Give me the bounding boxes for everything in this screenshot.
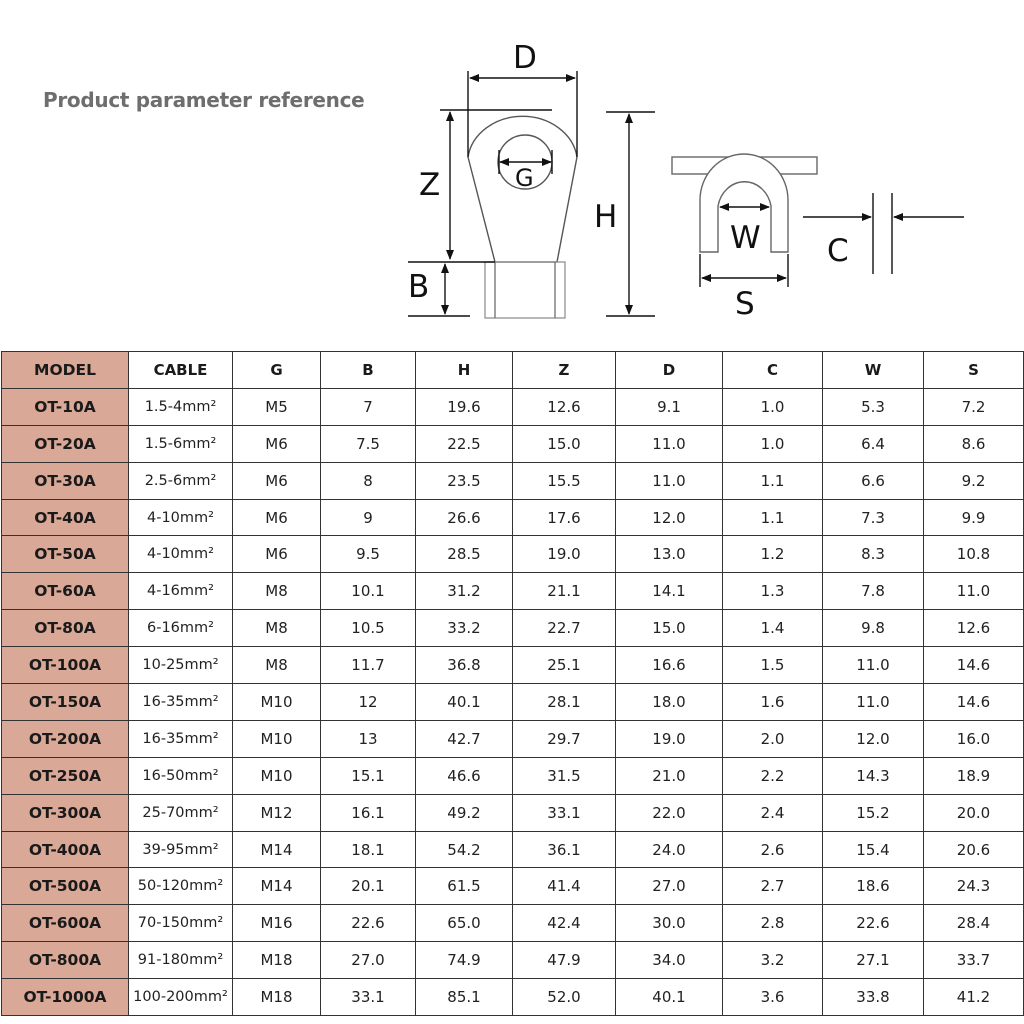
cell-z: 47.9 bbox=[513, 942, 616, 979]
cell-z: 17.6 bbox=[513, 499, 616, 536]
cell-z: 22.7 bbox=[513, 610, 616, 647]
cell-s: 11.0 bbox=[924, 573, 1024, 610]
cell-b: 18.1 bbox=[321, 831, 416, 868]
cell-c: 1.5 bbox=[723, 647, 823, 684]
cell-b: 20.1 bbox=[321, 868, 416, 905]
cell-h: 26.6 bbox=[416, 499, 513, 536]
cell-g: M10 bbox=[233, 684, 321, 721]
cell-model: OT-10A bbox=[2, 388, 129, 425]
dimension-drawing bbox=[0, 0, 1024, 340]
cell-model: OT-600A bbox=[2, 905, 129, 942]
cell-s: 9.2 bbox=[924, 462, 1024, 499]
cell-c: 1.3 bbox=[723, 573, 823, 610]
cell-model: OT-200A bbox=[2, 720, 129, 757]
cell-model: OT-250A bbox=[2, 757, 129, 794]
cell-g: M14 bbox=[233, 831, 321, 868]
cell-d: 27.0 bbox=[616, 868, 723, 905]
header-g: G bbox=[233, 352, 321, 389]
cell-w: 7.8 bbox=[823, 573, 924, 610]
cell-model: OT-800A bbox=[2, 942, 129, 979]
cell-d: 16.6 bbox=[616, 647, 723, 684]
cell-h: 46.6 bbox=[416, 757, 513, 794]
cell-g: M6 bbox=[233, 499, 321, 536]
cell-z: 36.1 bbox=[513, 831, 616, 868]
cell-h: 74.9 bbox=[416, 942, 513, 979]
cell-z: 29.7 bbox=[513, 720, 616, 757]
cell-c: 1.0 bbox=[723, 425, 823, 462]
cell-model: OT-40A bbox=[2, 499, 129, 536]
cell-model: OT-60A bbox=[2, 573, 129, 610]
cell-d: 14.1 bbox=[616, 573, 723, 610]
header-model: MODEL bbox=[2, 352, 129, 389]
terminal-front-view bbox=[468, 116, 577, 318]
cell-c: 2.6 bbox=[723, 831, 823, 868]
cell-model: OT-400A bbox=[2, 831, 129, 868]
cell-cable: 4-10mm² bbox=[129, 536, 233, 573]
cell-z: 25.1 bbox=[513, 647, 616, 684]
cell-z: 21.1 bbox=[513, 573, 616, 610]
header-c: C bbox=[723, 352, 823, 389]
cell-g: M6 bbox=[233, 425, 321, 462]
cell-s: 7.2 bbox=[924, 388, 1024, 425]
table-row bbox=[2, 647, 1024, 684]
dimension-label-z: Z bbox=[419, 167, 441, 203]
cell-b: 10.5 bbox=[321, 610, 416, 647]
dimension-label-g: G bbox=[515, 164, 534, 192]
table-row bbox=[2, 868, 1024, 905]
cell-b: 9.5 bbox=[321, 536, 416, 573]
cell-g: M18 bbox=[233, 979, 321, 1016]
cell-g: M10 bbox=[233, 757, 321, 794]
cell-model: OT-500A bbox=[2, 868, 129, 905]
cell-d: 15.0 bbox=[616, 610, 723, 647]
cell-c: 1.1 bbox=[723, 462, 823, 499]
cell-w: 15.4 bbox=[823, 831, 924, 868]
cell-d: 30.0 bbox=[616, 905, 723, 942]
cell-g: M14 bbox=[233, 868, 321, 905]
cell-d: 22.0 bbox=[616, 794, 723, 831]
table-row bbox=[2, 942, 1024, 979]
cell-c: 2.4 bbox=[723, 794, 823, 831]
cell-cable: 1.5-6mm² bbox=[129, 425, 233, 462]
table-row bbox=[2, 757, 1024, 794]
cell-w: 15.2 bbox=[823, 794, 924, 831]
cell-h: 19.6 bbox=[416, 388, 513, 425]
cell-c: 1.1 bbox=[723, 499, 823, 536]
dimension-label-c: C bbox=[827, 233, 849, 269]
header-d: D bbox=[616, 352, 723, 389]
cell-d: 21.0 bbox=[616, 757, 723, 794]
header-cable: CABLE bbox=[129, 352, 233, 389]
header-h: H bbox=[416, 352, 513, 389]
table-row bbox=[2, 979, 1024, 1016]
cell-w: 8.3 bbox=[823, 536, 924, 573]
cell-s: 16.0 bbox=[924, 720, 1024, 757]
table-row bbox=[2, 499, 1024, 536]
cell-z: 33.1 bbox=[513, 794, 616, 831]
cell-g: M6 bbox=[233, 536, 321, 573]
cell-s: 20.6 bbox=[924, 831, 1024, 868]
cell-d: 11.0 bbox=[616, 462, 723, 499]
cell-cable: 16-35mm² bbox=[129, 684, 233, 721]
cell-w: 5.3 bbox=[823, 388, 924, 425]
cell-g: M16 bbox=[233, 905, 321, 942]
cell-g: M8 bbox=[233, 573, 321, 610]
cell-s: 8.6 bbox=[924, 425, 1024, 462]
cell-model: OT-50A bbox=[2, 536, 129, 573]
cell-cable: 39-95mm² bbox=[129, 831, 233, 868]
cell-h: 31.2 bbox=[416, 573, 513, 610]
cell-model: OT-1000A bbox=[2, 979, 129, 1016]
cell-model: OT-150A bbox=[2, 684, 129, 721]
cell-w: 12.0 bbox=[823, 720, 924, 757]
cell-model: OT-20A bbox=[2, 425, 129, 462]
cell-model: OT-300A bbox=[2, 794, 129, 831]
cell-h: 42.7 bbox=[416, 720, 513, 757]
cell-model: OT-30A bbox=[2, 462, 129, 499]
header-s: S bbox=[924, 352, 1024, 389]
cell-cable: 16-35mm² bbox=[129, 720, 233, 757]
cell-d: 24.0 bbox=[616, 831, 723, 868]
table-row bbox=[2, 462, 1024, 499]
cell-model: OT-100A bbox=[2, 647, 129, 684]
cell-h: 36.8 bbox=[416, 647, 513, 684]
cell-d: 9.1 bbox=[616, 388, 723, 425]
cell-w: 18.6 bbox=[823, 868, 924, 905]
table-row bbox=[2, 831, 1024, 868]
cell-cable: 25-70mm² bbox=[129, 794, 233, 831]
cell-s: 18.9 bbox=[924, 757, 1024, 794]
header-b: B bbox=[321, 352, 416, 389]
cell-d: 13.0 bbox=[616, 536, 723, 573]
table-row bbox=[2, 425, 1024, 462]
cell-c: 2.2 bbox=[723, 757, 823, 794]
table-body bbox=[2, 388, 1024, 1015]
cell-cable: 4-10mm² bbox=[129, 499, 233, 536]
cell-w: 14.3 bbox=[823, 757, 924, 794]
cell-cable: 100-200mm² bbox=[129, 979, 233, 1016]
table-row bbox=[2, 720, 1024, 757]
cell-h: 49.2 bbox=[416, 794, 513, 831]
cell-b: 22.6 bbox=[321, 905, 416, 942]
cell-h: 65.0 bbox=[416, 905, 513, 942]
cell-b: 11.7 bbox=[321, 647, 416, 684]
cell-h: 61.5 bbox=[416, 868, 513, 905]
table-row bbox=[2, 573, 1024, 610]
cell-s: 28.4 bbox=[924, 905, 1024, 942]
cell-c: 2.7 bbox=[723, 868, 823, 905]
cell-g: M10 bbox=[233, 720, 321, 757]
cell-z: 19.0 bbox=[513, 536, 616, 573]
table-row bbox=[2, 536, 1024, 573]
cell-w: 22.6 bbox=[823, 905, 924, 942]
cell-w: 6.6 bbox=[823, 462, 924, 499]
dimension-label-d: D bbox=[513, 40, 537, 76]
dimension-label-s: S bbox=[735, 286, 755, 322]
cell-b: 8 bbox=[321, 462, 416, 499]
cell-h: 54.2 bbox=[416, 831, 513, 868]
cell-c: 2.8 bbox=[723, 905, 823, 942]
table-row bbox=[2, 905, 1024, 942]
cell-h: 28.5 bbox=[416, 536, 513, 573]
cell-model: OT-80A bbox=[2, 610, 129, 647]
cell-s: 41.2 bbox=[924, 979, 1024, 1016]
table-row bbox=[2, 388, 1024, 425]
page-title: Product parameter reference bbox=[43, 88, 365, 112]
cell-b: 12 bbox=[321, 684, 416, 721]
dimension-label-w: W bbox=[730, 220, 761, 256]
cell-z: 41.4 bbox=[513, 868, 616, 905]
cell-s: 20.0 bbox=[924, 794, 1024, 831]
cell-w: 6.4 bbox=[823, 425, 924, 462]
cell-b: 9 bbox=[321, 499, 416, 536]
cell-b: 33.1 bbox=[321, 979, 416, 1016]
cell-w: 33.8 bbox=[823, 979, 924, 1016]
cell-z: 15.5 bbox=[513, 462, 616, 499]
cell-c: 1.0 bbox=[723, 388, 823, 425]
cell-w: 27.1 bbox=[823, 942, 924, 979]
cell-cable: 70-150mm² bbox=[129, 905, 233, 942]
cell-z: 31.5 bbox=[513, 757, 616, 794]
cell-g: M12 bbox=[233, 794, 321, 831]
header-w: W bbox=[823, 352, 924, 389]
header-z: Z bbox=[513, 352, 616, 389]
cell-c: 1.6 bbox=[723, 684, 823, 721]
cell-g: M8 bbox=[233, 610, 321, 647]
cell-s: 12.6 bbox=[924, 610, 1024, 647]
cell-b: 7 bbox=[321, 388, 416, 425]
cell-c: 1.4 bbox=[723, 610, 823, 647]
cell-s: 14.6 bbox=[924, 647, 1024, 684]
cell-z: 12.6 bbox=[513, 388, 616, 425]
table-row bbox=[2, 794, 1024, 831]
ring-terminal-diagram bbox=[0, 0, 1024, 340]
cell-b: 15.1 bbox=[321, 757, 416, 794]
cell-d: 18.0 bbox=[616, 684, 723, 721]
table-row bbox=[2, 684, 1024, 721]
dimension-label-b: B bbox=[408, 269, 430, 305]
cell-g: M18 bbox=[233, 942, 321, 979]
cell-h: 22.5 bbox=[416, 425, 513, 462]
cell-h: 33.2 bbox=[416, 610, 513, 647]
cell-b: 10.1 bbox=[321, 573, 416, 610]
spec-table bbox=[1, 351, 1024, 1016]
cell-w: 11.0 bbox=[823, 647, 924, 684]
cell-d: 11.0 bbox=[616, 425, 723, 462]
cell-cable: 1.5-4mm² bbox=[129, 388, 233, 425]
cell-cable: 10-25mm² bbox=[129, 647, 233, 684]
cell-d: 19.0 bbox=[616, 720, 723, 757]
cell-c: 3.2 bbox=[723, 942, 823, 979]
cell-s: 14.6 bbox=[924, 684, 1024, 721]
cell-h: 40.1 bbox=[416, 684, 513, 721]
cell-d: 12.0 bbox=[616, 499, 723, 536]
cell-z: 15.0 bbox=[513, 425, 616, 462]
cell-b: 16.1 bbox=[321, 794, 416, 831]
cell-s: 24.3 bbox=[924, 868, 1024, 905]
cell-d: 34.0 bbox=[616, 942, 723, 979]
cell-cable: 6-16mm² bbox=[129, 610, 233, 647]
cell-cable: 50-120mm² bbox=[129, 868, 233, 905]
cell-h: 23.5 bbox=[416, 462, 513, 499]
table-row bbox=[2, 610, 1024, 647]
cell-g: M6 bbox=[233, 462, 321, 499]
cell-z: 42.4 bbox=[513, 905, 616, 942]
cell-w: 7.3 bbox=[823, 499, 924, 536]
cell-w: 11.0 bbox=[823, 684, 924, 721]
cell-c: 2.0 bbox=[723, 720, 823, 757]
cell-s: 9.9 bbox=[924, 499, 1024, 536]
table-header-row bbox=[2, 352, 1024, 389]
cell-g: M5 bbox=[233, 388, 321, 425]
cell-c: 1.2 bbox=[723, 536, 823, 573]
cell-h: 85.1 bbox=[416, 979, 513, 1016]
cell-w: 9.8 bbox=[823, 610, 924, 647]
cell-cable: 16-50mm² bbox=[129, 757, 233, 794]
cell-b: 13 bbox=[321, 720, 416, 757]
cell-s: 10.8 bbox=[924, 536, 1024, 573]
cell-b: 27.0 bbox=[321, 942, 416, 979]
cell-g: M8 bbox=[233, 647, 321, 684]
cell-z: 52.0 bbox=[513, 979, 616, 1016]
dimension-label-h: H bbox=[594, 199, 618, 235]
cell-b: 7.5 bbox=[321, 425, 416, 462]
cell-cable: 2.5-6mm² bbox=[129, 462, 233, 499]
cell-c: 3.6 bbox=[723, 979, 823, 1016]
cell-z: 28.1 bbox=[513, 684, 616, 721]
cell-d: 40.1 bbox=[616, 979, 723, 1016]
cell-s: 33.7 bbox=[924, 942, 1024, 979]
cell-cable: 4-16mm² bbox=[129, 573, 233, 610]
cell-cable: 91-180mm² bbox=[129, 942, 233, 979]
